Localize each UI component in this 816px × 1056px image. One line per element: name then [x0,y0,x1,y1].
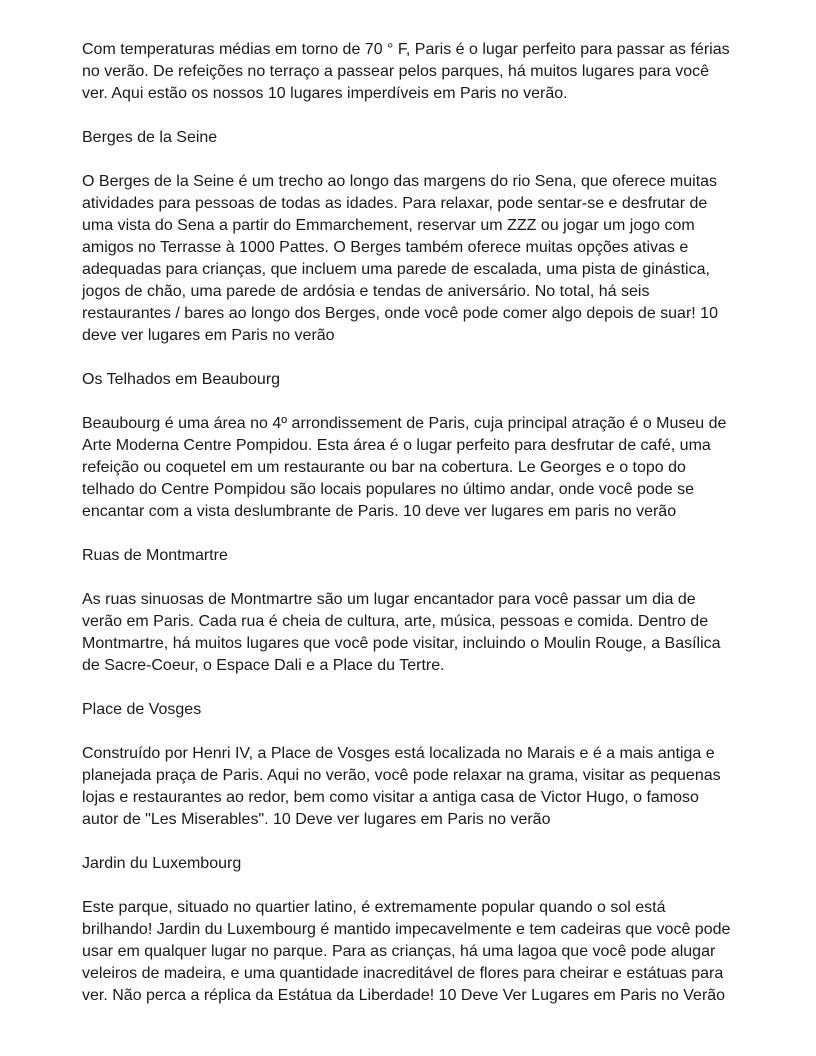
text-line: refeição ou coquetel em um restaurante ou bar na cobertura. Le Georges e o topo do [82,459,686,476]
text-line: O Berges de la Seine é um trecho ao longo das margens do rio Sena, que oferece muitas [82,173,718,190]
text-line: Beaubourg é uma área no 4º arrondissement de Paris, cuja principal atração é o Museu de [82,415,727,432]
text-line: Montmartre, há muitos lugares que você pode visitar, incluindo o Moulin Rouge, a Basílica [82,635,721,652]
section-body [82,743,742,831]
text-line: Este parque, situado no quartier latino, é extremamente popular quando o sol está [82,899,666,916]
text-line: autor de "Les Miserables". 10 Deve ver lugares em Paris no verão [82,811,551,828]
heading-text: Place de Vosges [82,701,202,718]
section-heading [82,545,742,567]
text-line: Com temperaturas médias em torno de 70 ° F, Paris é o lugar perfeito para passar as férias [82,41,730,58]
text-line: atividades para pessoas de todas as idades. Para relaxar, pode sentar-se e desfrutar de [82,195,708,212]
section-heading [82,853,742,875]
text-line: telhado do Centre Pompidou são locais populares no último andar, onde você pode se [82,481,694,498]
document-page [82,39,742,1029]
section-body [82,413,742,523]
text-line: amigos no Terrasse à 1000 Pattes. O Berges também oferece muitas opções ativas e [82,239,689,256]
text-line: Arte Moderna Centre Pompidou. Esta área é o lugar perfeito para desfrutar de café, uma [82,437,711,454]
text-line: verão em Paris. Cada rua é cheia de cultura, arte, música, pessoas e comida. Dentro de [82,613,709,630]
section-body [82,171,742,347]
text-line: lojas e restaurantes ao redor, bem como visitar a antiga casa de Victor Hugo, o famoso [82,789,699,806]
text-line: usar em qualquer lugar no parque. Para as crianças, há uma lagoa que você pode alugar [82,943,716,960]
section-body [82,589,742,677]
section-heading [82,699,742,721]
text-line: jogos de chão, uma parede de ardósia e tendas de aniversário. No total, há seis [82,283,650,300]
text-line: As ruas sinuosas de Montmartre são um lugar encantador para você passar um dia de [82,591,696,608]
text-line: planejada praça de Paris. Aqui no verão, você pode relaxar na grama, visitar as pequenas [82,767,721,784]
heading-text: Ruas de Montmartre [82,547,228,564]
intro-paragraph [82,39,742,105]
text-line: uma vista do Sena a partir do Emmarchement, reservar um ZZZ ou jogar um jogo com [82,217,695,234]
text-line: restaurantes / bares ao longo dos Berges, onde você pode comer algo depois de suar! 10 [82,305,718,322]
text-line: adequadas para crianças, que incluem uma parede de escalada, uma pista de ginástica, [82,261,710,278]
section-body [82,897,742,1007]
heading-text: Jardin du Luxembourg [82,855,242,872]
text-line: encantar com a vista deslumbrante de Paris. 10 deve ver lugares em paris no verão [82,503,677,520]
text-line: veleiros de madeira, e uma quantidade inacreditável de flores para cheirar e estátuas para [82,965,724,982]
text-line: ver. Não perca a réplica da Estátua da Liberdade! 10 Deve Ver Lugares em Paris no Verão [82,987,726,1004]
text-line: ver. Aqui estão os nossos 10 lugares imperdíveis em Paris no verão. [82,85,568,102]
section-heading [82,127,742,149]
heading-text: Berges de la Seine [82,129,218,146]
text-line: de Sacre-Coeur, o Espace Dali e a Place du Tertre. [82,657,445,674]
text-line: no verão. De refeições no terraço a passear pelos parques, há muitos lugares para você [82,63,710,80]
text-line: brilhando! Jardin du Luxembourg é mantido impecavelmente e tem cadeiras que você pode [82,921,731,938]
text-line: deve ver lugares em Paris no verão [82,327,335,344]
text-line: Construído por Henri IV, a Place de Vosges está localizada no Marais e é a mais antiga e [82,745,715,762]
heading-text: Os Telhados em Beaubourg [82,371,281,388]
section-heading [82,369,742,391]
